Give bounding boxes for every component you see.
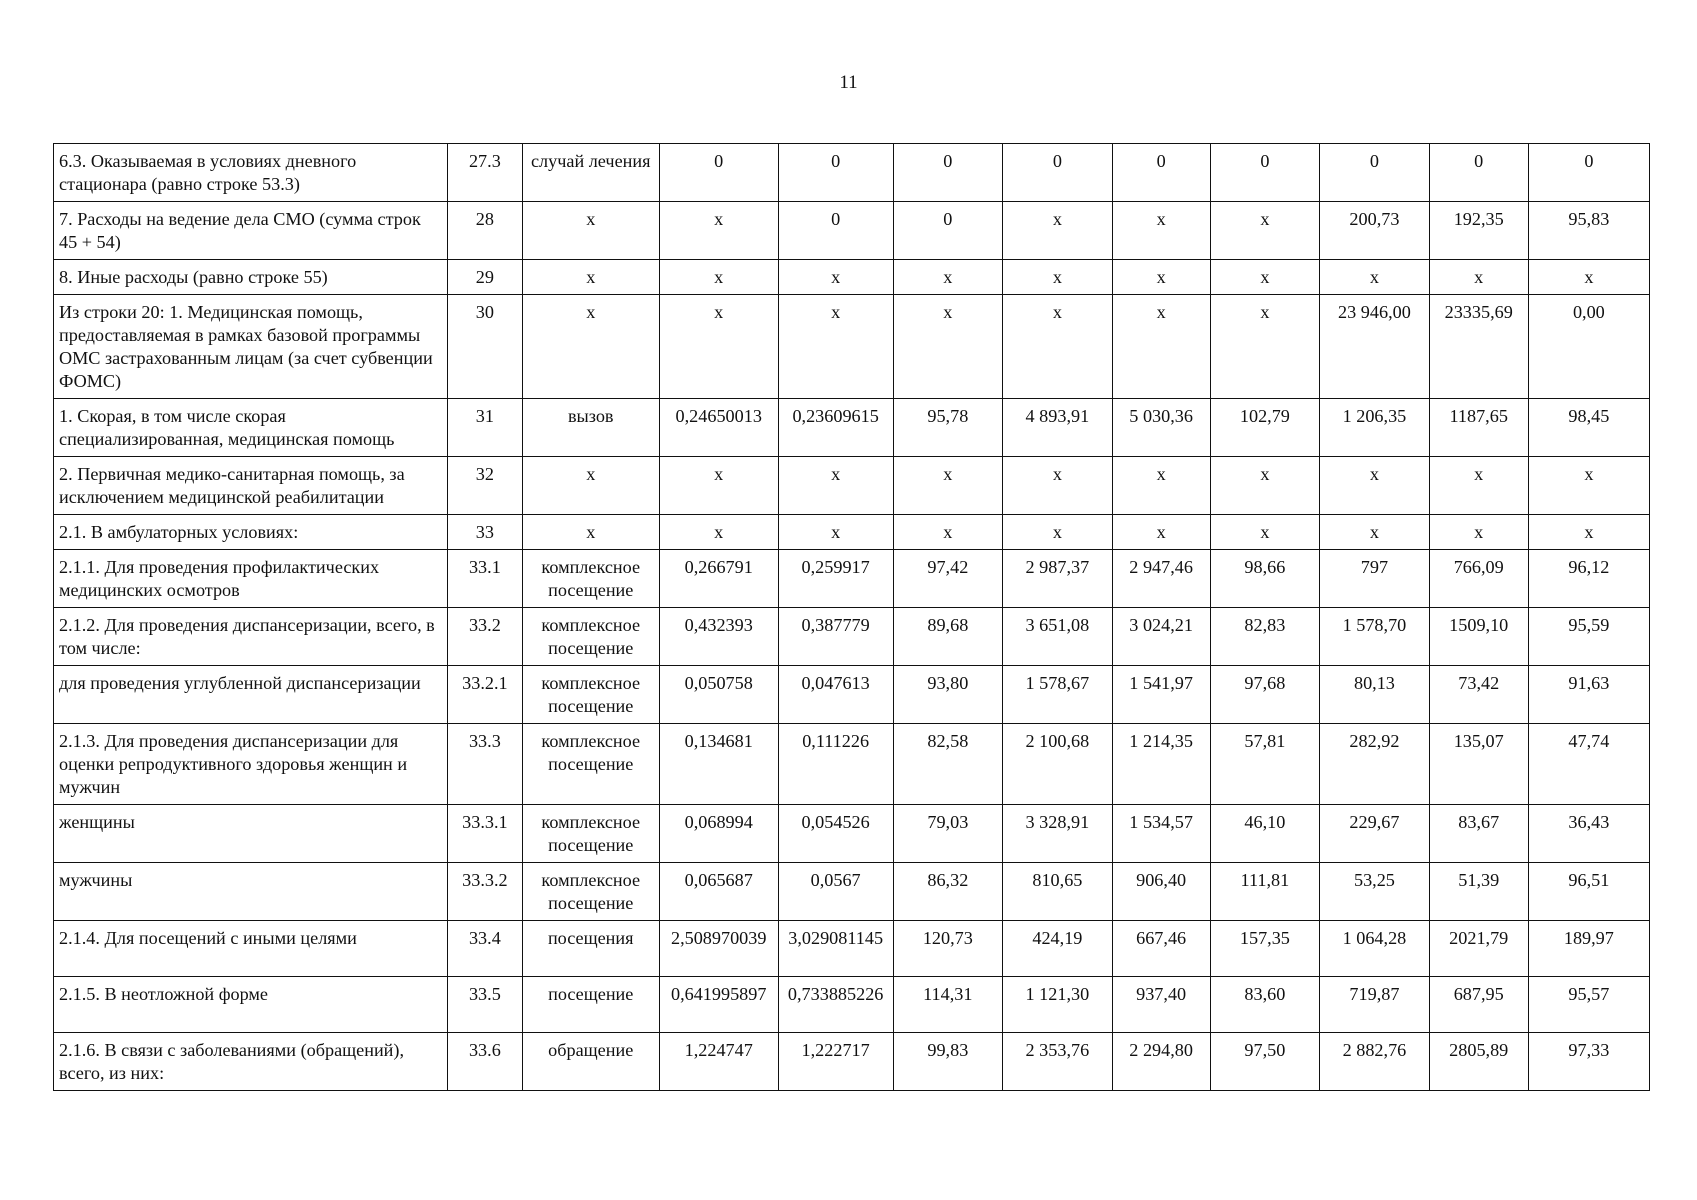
value-cell: 0,00 [1528, 295, 1649, 399]
row-unit-cell: посещения [522, 921, 659, 977]
value-cell: 5 030,36 [1112, 399, 1210, 457]
table-row [54, 805, 1650, 863]
row-code-cell: 31 [447, 399, 522, 457]
value-cell: 0 [1210, 144, 1320, 202]
value-cell: 111,81 [1210, 863, 1320, 921]
value-cell: х [893, 260, 1003, 295]
value-cell: 157,35 [1210, 921, 1320, 977]
row-name-cell: 2.1.1. Для проведения профилактических медицинских осмотров [54, 550, 448, 608]
value-cell: 0,134681 [659, 724, 778, 805]
value-cell: 95,59 [1528, 608, 1649, 666]
value-cell: 3 328,91 [1003, 805, 1113, 863]
row-name-cell: для проведения углубленной диспансеризации [54, 666, 448, 724]
value-cell: х [1320, 260, 1430, 295]
row-unit-cell: посещение [522, 977, 659, 1033]
value-cell: х [1003, 295, 1113, 399]
value-cell: 719,87 [1320, 977, 1430, 1033]
value-cell: 1 578,70 [1320, 608, 1430, 666]
value-cell: 0,065687 [659, 863, 778, 921]
value-cell: 1 578,67 [1003, 666, 1113, 724]
value-cell: 0 [778, 202, 893, 260]
value-cell: 3 024,21 [1112, 608, 1210, 666]
value-cell: х [1320, 515, 1430, 550]
row-name-cell: 1. Скорая, в том числе скорая специализированная, медицинская помощь [54, 399, 448, 457]
value-cell: 89,68 [893, 608, 1003, 666]
value-cell: 0,259917 [778, 550, 893, 608]
value-cell: х [1528, 260, 1649, 295]
value-cell: 99,83 [893, 1033, 1003, 1091]
value-cell: х [659, 202, 778, 260]
value-cell: х [1528, 457, 1649, 515]
value-cell: х [1429, 260, 1528, 295]
row-unit-cell: комплексное посещение [522, 805, 659, 863]
value-cell: 82,58 [893, 724, 1003, 805]
row-name-cell: мужчины [54, 863, 448, 921]
value-cell: 229,67 [1320, 805, 1430, 863]
value-cell: 0 [1003, 144, 1113, 202]
value-cell: х [1112, 260, 1210, 295]
value-cell: 86,32 [893, 863, 1003, 921]
value-cell: х [1210, 260, 1320, 295]
value-cell: х [659, 515, 778, 550]
value-cell: 23 946,00 [1320, 295, 1430, 399]
value-cell: 23335,69 [1429, 295, 1528, 399]
value-cell: х [1112, 457, 1210, 515]
value-cell: 1 541,97 [1112, 666, 1210, 724]
value-cell: х [1528, 515, 1649, 550]
value-cell: 135,07 [1429, 724, 1528, 805]
value-cell: 47,74 [1528, 724, 1649, 805]
row-code-cell: 33.3.1 [447, 805, 522, 863]
value-cell: 96,12 [1528, 550, 1649, 608]
value-cell: 2805,89 [1429, 1033, 1528, 1091]
page-number: 11 [839, 72, 858, 93]
row-name-cell: 7. Расходы на ведение дела СМО (сумма строк 45 + 54) [54, 202, 448, 260]
table-row [54, 260, 1650, 295]
value-cell: 53,25 [1320, 863, 1430, 921]
value-cell: 687,95 [1429, 977, 1528, 1033]
value-cell: 0,111226 [778, 724, 893, 805]
value-cell: 192,35 [1429, 202, 1528, 260]
value-cell: 0,266791 [659, 550, 778, 608]
value-cell: 97,42 [893, 550, 1003, 608]
value-cell: 93,80 [893, 666, 1003, 724]
row-name-cell: 2.1.5. В неотложной форме [54, 977, 448, 1033]
row-unit-cell: х [522, 457, 659, 515]
row-unit-cell: х [522, 202, 659, 260]
data-table [53, 143, 1650, 1091]
table-row [54, 608, 1650, 666]
row-code-cell: 32 [447, 457, 522, 515]
value-cell: 810,65 [1003, 863, 1113, 921]
value-cell: 0 [778, 144, 893, 202]
value-cell: 114,31 [893, 977, 1003, 1033]
value-cell: 46,10 [1210, 805, 1320, 863]
value-cell: х [659, 457, 778, 515]
table-body [54, 144, 1650, 1091]
value-cell: 95,78 [893, 399, 1003, 457]
row-code-cell: 33 [447, 515, 522, 550]
row-code-cell: 28 [447, 202, 522, 260]
value-cell: 98,45 [1528, 399, 1649, 457]
value-cell: 2 353,76 [1003, 1033, 1113, 1091]
value-cell: х [1112, 202, 1210, 260]
value-cell: 95,57 [1528, 977, 1649, 1033]
value-cell: 2,508970039 [659, 921, 778, 977]
value-cell: 2 100,68 [1003, 724, 1113, 805]
value-cell: 2 882,76 [1320, 1033, 1430, 1091]
value-cell: 2 947,46 [1112, 550, 1210, 608]
value-cell: 0,047613 [778, 666, 893, 724]
row-name-cell: женщины [54, 805, 448, 863]
value-cell: х [1210, 457, 1320, 515]
value-cell: 0 [1112, 144, 1210, 202]
table-row [54, 550, 1650, 608]
value-cell: х [659, 260, 778, 295]
value-cell: 91,63 [1528, 666, 1649, 724]
value-cell: х [1003, 515, 1113, 550]
value-cell: 1,224747 [659, 1033, 778, 1091]
value-cell: 3,029081145 [778, 921, 893, 977]
value-cell: 667,46 [1112, 921, 1210, 977]
value-cell: 0 [1320, 144, 1430, 202]
value-cell: 80,13 [1320, 666, 1430, 724]
value-cell: 102,79 [1210, 399, 1320, 457]
table-row [54, 977, 1650, 1033]
row-name-cell: 2.1.6. В связи с заболеваниями (обращений), всего, из них: [54, 1033, 448, 1091]
value-cell: 937,40 [1112, 977, 1210, 1033]
row-code-cell: 33.2.1 [447, 666, 522, 724]
value-cell: х [1429, 515, 1528, 550]
value-cell: 73,42 [1429, 666, 1528, 724]
value-cell: х [778, 515, 893, 550]
value-cell: 0,054526 [778, 805, 893, 863]
value-cell: 2 987,37 [1003, 550, 1113, 608]
value-cell: 1 534,57 [1112, 805, 1210, 863]
value-cell: 1187,65 [1429, 399, 1528, 457]
value-cell: 96,51 [1528, 863, 1649, 921]
row-unit-cell: комплексное посещение [522, 608, 659, 666]
row-name-cell: Из строки 20: 1. Медицинская помощь, предоставляемая в рамках базовой программы ОМС застрахованным лицам (за счет субвенции ФОМС) [54, 295, 448, 399]
value-cell: 57,81 [1210, 724, 1320, 805]
row-code-cell: 33.2 [447, 608, 522, 666]
value-cell: х [1003, 202, 1113, 260]
value-cell: 0,0567 [778, 863, 893, 921]
value-cell: 79,03 [893, 805, 1003, 863]
value-cell: х [1112, 295, 1210, 399]
value-cell: 200,73 [1320, 202, 1430, 260]
value-cell: 424,19 [1003, 921, 1113, 977]
value-cell: х [1320, 457, 1430, 515]
row-unit-cell: комплексное посещение [522, 666, 659, 724]
row-code-cell: 29 [447, 260, 522, 295]
table-row [54, 724, 1650, 805]
row-code-cell: 33.6 [447, 1033, 522, 1091]
row-name-cell: 8. Иные расходы (равно строке 55) [54, 260, 448, 295]
value-cell: 3 651,08 [1003, 608, 1113, 666]
value-cell: 83,60 [1210, 977, 1320, 1033]
row-code-cell: 33.1 [447, 550, 522, 608]
value-cell: 0 [659, 144, 778, 202]
row-name-cell: 6.3. Оказываемая в условиях дневного стационара (равно строке 53.3) [54, 144, 448, 202]
value-cell: 0,387779 [778, 608, 893, 666]
table-row [54, 863, 1650, 921]
row-name-cell: 2. Первичная медико-санитарная помощь, за исключением медицинской реабилитации [54, 457, 448, 515]
table-row [54, 399, 1650, 457]
value-cell: 1509,10 [1429, 608, 1528, 666]
value-cell: х [893, 457, 1003, 515]
row-name-cell: 2.1.3. Для проведения диспансеризации для оценки репродуктивного здоровья женщин и мужчин [54, 724, 448, 805]
value-cell: 0 [893, 144, 1003, 202]
value-cell: 97,33 [1528, 1033, 1649, 1091]
value-cell: 82,83 [1210, 608, 1320, 666]
value-cell: 0 [1528, 144, 1649, 202]
value-cell: 0 [1429, 144, 1528, 202]
value-cell: х [893, 515, 1003, 550]
value-cell: 120,73 [893, 921, 1003, 977]
value-cell: 4 893,91 [1003, 399, 1113, 457]
value-cell: х [1003, 457, 1113, 515]
value-cell: х [1003, 260, 1113, 295]
value-cell: 97,50 [1210, 1033, 1320, 1091]
row-unit-cell: комплексное посещение [522, 863, 659, 921]
value-cell: 0,050758 [659, 666, 778, 724]
row-code-cell: 33.4 [447, 921, 522, 977]
row-unit-cell: комплексное посещение [522, 724, 659, 805]
row-unit-cell: вызов [522, 399, 659, 457]
value-cell: 797 [1320, 550, 1430, 608]
value-cell: х [778, 457, 893, 515]
value-cell: 1,222717 [778, 1033, 893, 1091]
value-cell: 36,43 [1528, 805, 1649, 863]
value-cell: 0,068994 [659, 805, 778, 863]
row-code-cell: 33.3.2 [447, 863, 522, 921]
table-row [54, 666, 1650, 724]
table-row [54, 144, 1650, 202]
row-name-cell: 2.1. В амбулаторных условиях: [54, 515, 448, 550]
value-cell: 51,39 [1429, 863, 1528, 921]
row-code-cell: 27.3 [447, 144, 522, 202]
row-code-cell: 30 [447, 295, 522, 399]
row-code-cell: 33.5 [447, 977, 522, 1033]
value-cell: х [778, 260, 893, 295]
value-cell: 0,23609615 [778, 399, 893, 457]
value-cell: 189,97 [1528, 921, 1649, 977]
table-row [54, 295, 1650, 399]
value-cell: х [778, 295, 893, 399]
row-unit-cell: обращение [522, 1033, 659, 1091]
value-cell: 0,432393 [659, 608, 778, 666]
value-cell: 97,68 [1210, 666, 1320, 724]
value-cell: 906,40 [1112, 863, 1210, 921]
table-row [54, 457, 1650, 515]
value-cell: 766,09 [1429, 550, 1528, 608]
row-code-cell: 33.3 [447, 724, 522, 805]
table-row [54, 202, 1650, 260]
value-cell: 1 121,30 [1003, 977, 1113, 1033]
value-cell: х [1210, 202, 1320, 260]
value-cell: 0,24650013 [659, 399, 778, 457]
value-cell: х [1429, 457, 1528, 515]
table-row [54, 515, 1650, 550]
value-cell: 98,66 [1210, 550, 1320, 608]
value-cell: х [659, 295, 778, 399]
row-unit-cell: случай лечения [522, 144, 659, 202]
value-cell: х [1112, 515, 1210, 550]
value-cell: 0,641995897 [659, 977, 778, 1033]
value-cell: 0,733885226 [778, 977, 893, 1033]
value-cell: 1 214,35 [1112, 724, 1210, 805]
row-name-cell: 2.1.2. Для проведения диспансеризации, всего, в том числе: [54, 608, 448, 666]
row-name-cell: 2.1.4. Для посещений с иными целями [54, 921, 448, 977]
value-cell: х [893, 295, 1003, 399]
table-row [54, 1033, 1650, 1091]
value-cell: 0 [893, 202, 1003, 260]
value-cell: 83,67 [1429, 805, 1528, 863]
table-row [54, 921, 1650, 977]
value-cell: х [1210, 515, 1320, 550]
value-cell: х [1210, 295, 1320, 399]
value-cell: 1 064,28 [1320, 921, 1430, 977]
value-cell: 282,92 [1320, 724, 1430, 805]
value-cell: 2021,79 [1429, 921, 1528, 977]
value-cell: 2 294,80 [1112, 1033, 1210, 1091]
row-unit-cell: х [522, 260, 659, 295]
row-unit-cell: х [522, 515, 659, 550]
value-cell: 1 206,35 [1320, 399, 1430, 457]
row-unit-cell: комплексное посещение [522, 550, 659, 608]
value-cell: 95,83 [1528, 202, 1649, 260]
row-unit-cell: х [522, 295, 659, 399]
